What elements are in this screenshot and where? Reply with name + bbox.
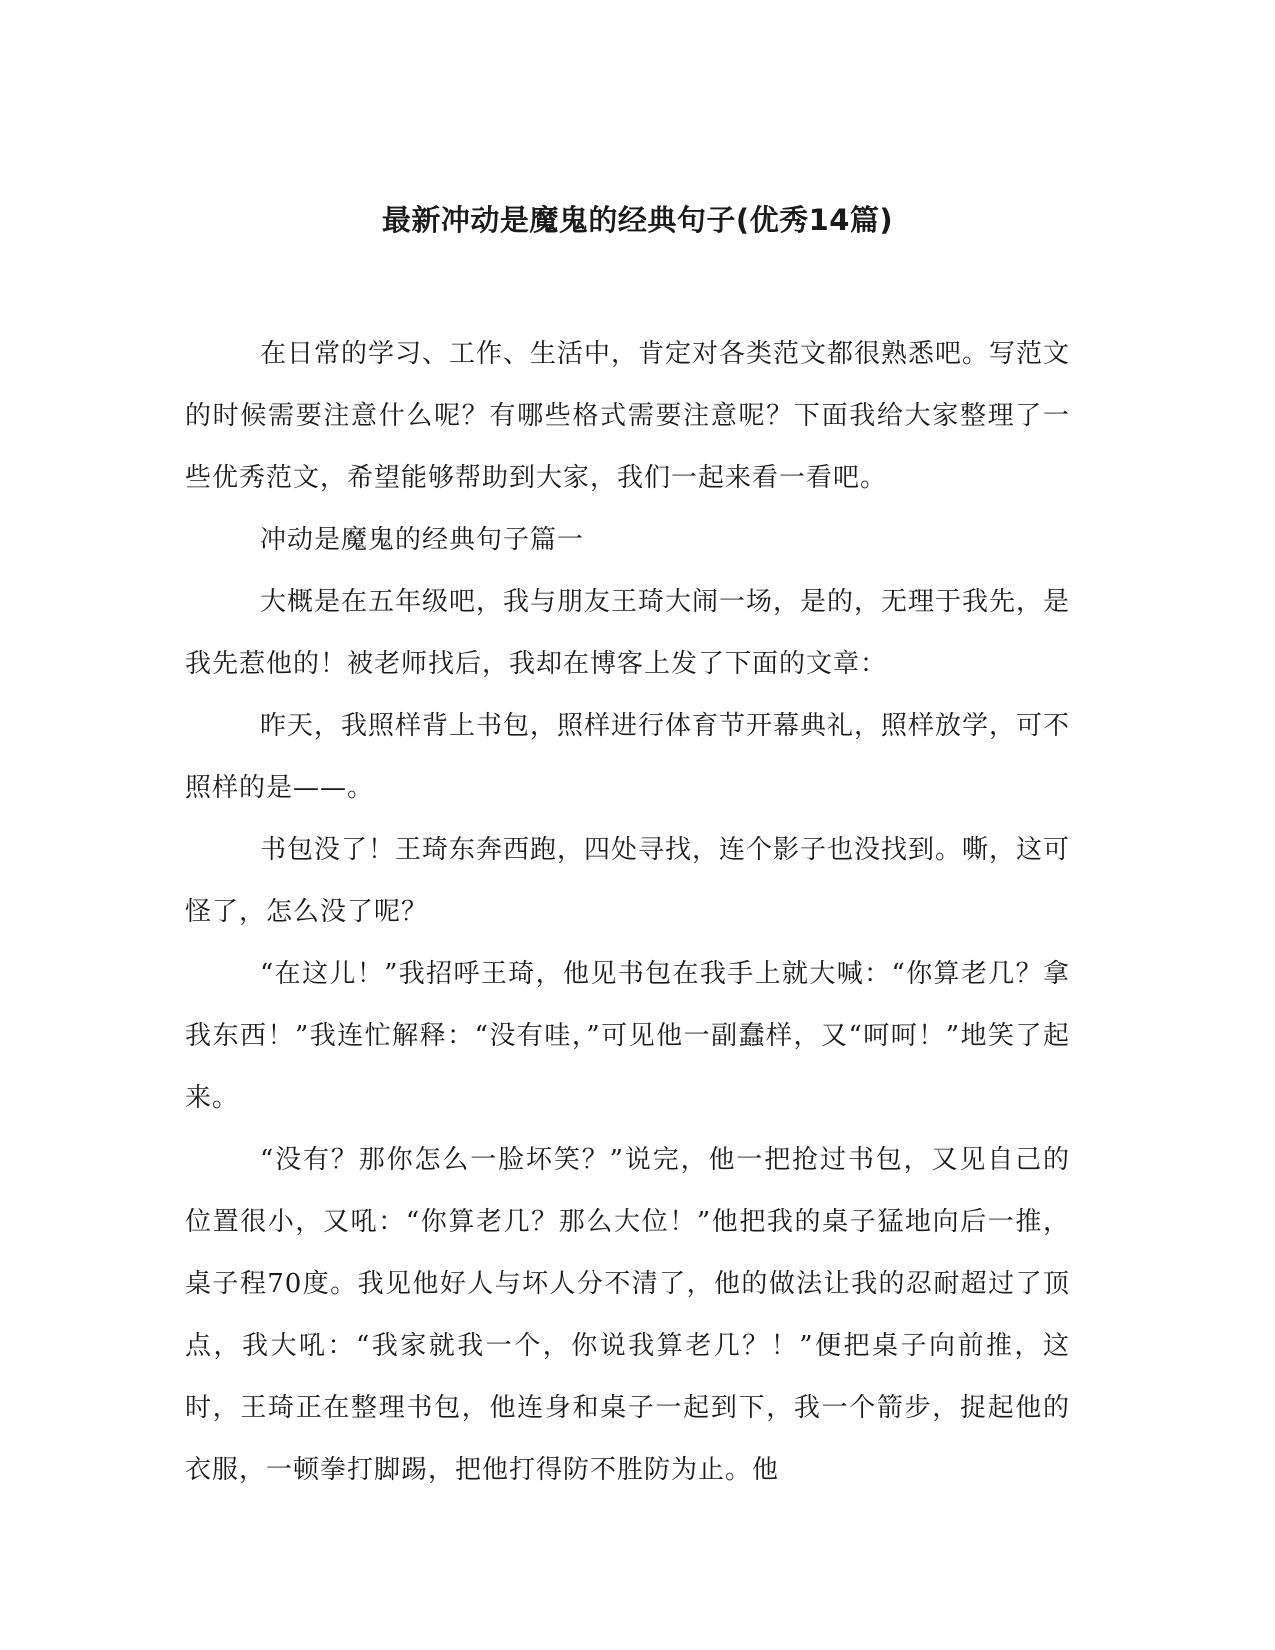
paragraph: 昨天，我照样背上书包，照样进行体育节开幕典礼，照样放学，可不照样的是——。	[185, 711, 1071, 803]
document-body	[185, 323, 1070, 1501]
paragraph: “在这儿！”我招呼王琦，他见书包在我手上就大喊：“你算老几？拿我东西！”我连忙解释：“没有哇，”可见他一副蠢样，又“呵呵！”地笑了起来。	[185, 959, 1070, 1113]
paragraph: 书包没了！王琦东奔西跑，四处寻找，连个影子也没找到。嘶，这可怪了，怎么没了呢？	[185, 835, 1071, 927]
paragraph: “没有？那你怎么一脸坏笑？”说完，他一把抢过书包，又见自己的位置很小，又吼：“你算老几？那么大位！”他把我的桌子猛地向后一推，桌子程70度。我见他好人与坏人分不清了，他的做法让我的忍耐超过了顶点，我大吼：“我家就我一个，你说我算老几？！”便把桌子向前推，这时，王琦正在整理书包，他连身和桌子一起到下，我一个箭步，捉起他的衣服，一顿拳打脚踢，把他打得防不胜防为止。他	[185, 1145, 1070, 1485]
section-heading: 冲动是魔鬼的经典句子篇一	[260, 525, 585, 555]
document-title: 最新冲动是魔鬼的经典句子(优秀14篇)	[381, 203, 894, 237]
paragraph: 在日常的学习、工作、生活中，肯定对各类范文都很熟悉吧。写范文的时候需要注意什么呢？有哪些格式需要注意呢？下面我给大家整理了一些优秀范文，希望能够帮助到大家，我们一起来看一看吧。	[185, 339, 1071, 493]
paragraph: 大概是在五年级吧，我与朋友王琦大闹一场，是的，无理于我先，是我先惹他的！被老师找后，我却在博客上发了下面的文章：	[185, 587, 1071, 679]
